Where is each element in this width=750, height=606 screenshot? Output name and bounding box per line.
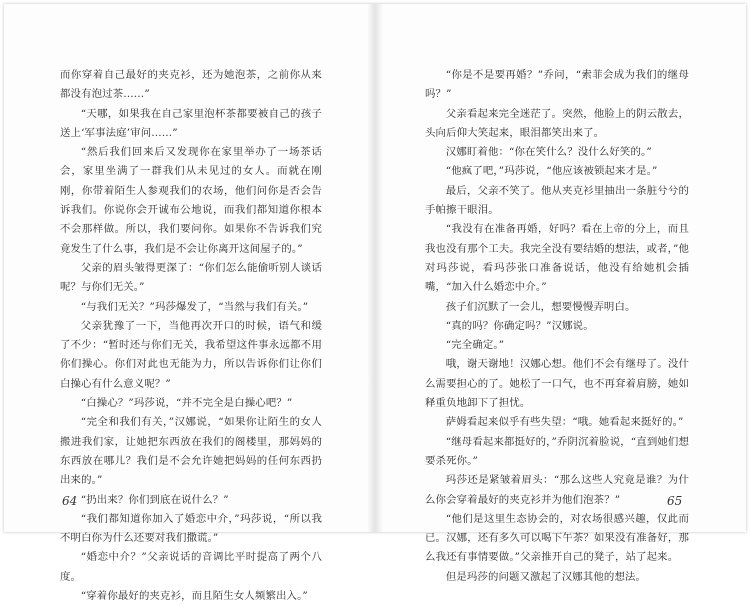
left-page (4, 4, 375, 603)
paragraph: “与我们无关？”玛莎爆发了，“当然与我们有关。” (80, 300, 309, 313)
paragraph: 父亲的眉头皱得更深了：“你们怎么能偷听别人谈话呢？与你们无关。” (60, 261, 322, 294)
paragraph: “天哪，如果我在自己家里泡杯茶都要被自己的孩子送上‘军事法庭’审问……” (60, 107, 322, 139)
left-page-text (60, 66, 322, 606)
right-page-text (425, 66, 689, 587)
paragraph: 父亲看起来完全迷茫了。突然，他脸上的阴云散去，头向后仰大笑起来，眼泪都笑出来了。 (425, 107, 689, 139)
paragraph: “穿着你最好的夹克衫，而且陌生女人频繁出入。” (80, 590, 308, 603)
paragraph: 哦，谢天谢地！汉娜心想。他们不会有继母了。没什么需要担心的了。她松了一口气，也不再耷着肩膀，她如释重负地卸下了担忧。 (425, 358, 689, 410)
paragraph: “你是不是要再婚？”乔问，“索菲会成为我们的继母吗？” (425, 69, 689, 101)
paragraph: 汉娜盯着他：“你在笑什么？没什么好笑的。” (445, 146, 652, 159)
page-number-left: 64 (62, 494, 78, 508)
paragraph: “然后我们回来后又发现你在家里举办了一场茶话会，家里坐满了一群我们从未见过的女人。而就在刚刚，你带着陌生人参观我们的农场，他们问你是否会告诉我们。你说你会开诚布公地说，而我们都知道你根本不会那样做。所以，我们要问你。如果你不告诉我们究竟发生了什么事，我们是不会让你离开这间屋子的。” (60, 146, 322, 255)
paragraph: 玛莎还是紧皱着眉头：“那么这些人究竟是谁？为什么你会穿着最好的夹克衫并为他们泡茶？” (425, 474, 689, 506)
paragraph: 孩子们沉默了一会儿，想要慢慢弄明白。 (445, 300, 636, 313)
paragraph: “白操心？”玛莎说，“并不完全是白操心吧？” (80, 397, 293, 410)
page-number-right: 65 (667, 494, 683, 508)
paragraph: “完全确定。” (445, 339, 505, 352)
paragraph: 而你穿着自己最好的夹克衫，还为她泡茶，之前你从来都没有泡过茶……” (60, 69, 322, 101)
paragraph: “我们都知道你加入了婚恋中介，”玛莎说，“所以我不明白你为什么还要对我们撒谎。” (60, 512, 322, 545)
book-spread (4, 4, 746, 603)
book-gutter (367, 4, 383, 532)
paragraph: 最后，父亲不笑了。他从夹克衫里抽出一条脏兮兮的手帕擦干眼泪。 (425, 184, 689, 217)
right-page (375, 4, 746, 583)
paragraph: “他们是这里生态协会的，对农场很感兴趣，仅此而已。汉娜，还有多久可以喝下午茶？如果没有准备好，那么我还有事情要做。”父亲推开自己的凳子，站了起来。 (425, 512, 689, 564)
paragraph: “完全和我们有关，”汉娜说，“如果你让陌生的女人搬进我们家，让她把东西放在我们的阁楼里，那妈妈的东西放在哪儿？我们是不会允许她把妈妈的任何东西扔出来的。” (60, 416, 322, 487)
paragraph: 萨姆看起来似乎有些失望：“哦。她看起来挺好的。” (445, 416, 684, 429)
paragraph: “他疯了吧，”玛莎说，“他应该被锁起来才是。” (445, 165, 658, 178)
paragraph: “扔出来？你们到底在说什么？” (80, 493, 229, 506)
paragraph: 但是玛莎的问题又激起了汉娜其他的想法。 (445, 570, 647, 583)
paragraph: 父亲犹豫了一下，当他再次开口的时候，语气和缓了不少：“暂时还与你们无关，我希望这件事永远都不用你们操心。你们对此也无能为力，所以告诉你们让你们白操心有什么意义呢？” (60, 319, 322, 390)
paragraph: “婚恋中介？”父亲说话的音调比平时提高了两个八度。 (60, 551, 322, 583)
paragraph: “我没有在准备再婚，好吗？看在上帝的分上，而且我也没有那个工夫。我完全没有要结婚的想法，或者，”他对玛莎说，看玛莎张口准备说话，他没有给她机会插嘴，“加入什么婚恋中介。” (425, 223, 689, 294)
paragraph: “真的吗？你确定吗？”汉娜说。 (445, 319, 594, 332)
paragraph: “继母看起来都挺好的，”乔阴沉着脸说，“直到她们想要杀死你。” (425, 435, 689, 467)
